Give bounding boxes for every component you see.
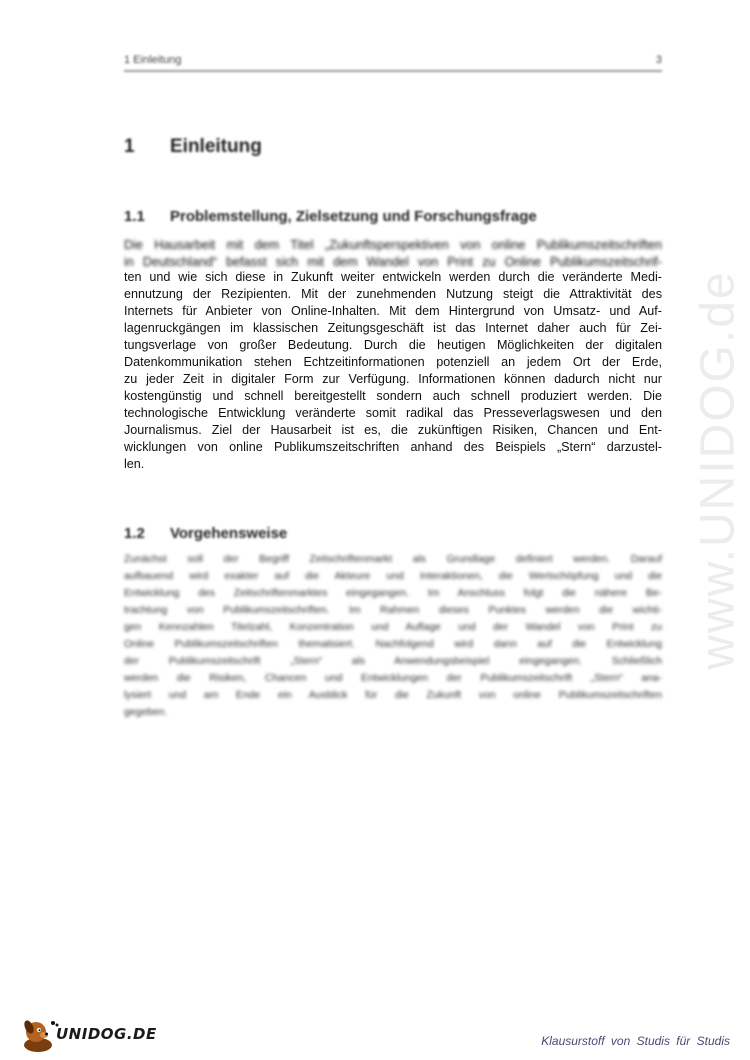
section-number: 1.2	[124, 525, 145, 542]
logo-wordmark: UNIDOG.DE	[56, 1025, 157, 1043]
text-line: tungsverlage von großer Bedeutung. Durch die heutigen Möglichkeiten der digitalen	[124, 338, 662, 352]
chapter-title: Einleitung	[170, 136, 262, 157]
text-line: Zunächst soll der Begriff Zeitschriftenmarkt als Grundlage definiert werden. Darauf	[124, 554, 662, 565]
page-number: 3	[655, 54, 662, 66]
section-title: Problemstellung, Zielsetzung und Forschungsfrage	[170, 208, 537, 225]
text-line: technologische Entwicklung veränderte somit radikal das Presseverlagswesen und den	[124, 406, 662, 420]
text-line: in Deutschland“ befasst sich mit dem Wandel von Print zu Online Publikumszeitschrif-	[124, 255, 662, 269]
footer-tagline: Klausurstoff von Studis für Studis	[541, 1034, 730, 1048]
watermark: www.UNIDOG.de	[691, 270, 745, 670]
paragraph-approach	[124, 551, 662, 721]
text-line: trachtung von Publikumszeitschriften. Im Rahmen dieses Punktes werden die wichti-	[124, 605, 662, 616]
text-line: Online Publikumszeitschriften thematisiert. Nachfolgend wird dann auf die Entwicklung	[124, 639, 662, 650]
unidog-logo[interactable]	[20, 1015, 160, 1055]
text-line: der Publikumszeitschrift „Stern“ als Anwendungsbeispiel eingegangen. Schließlich	[124, 656, 662, 667]
running-header	[124, 52, 662, 72]
chapter-heading	[124, 136, 262, 158]
text-line: werden die Risiken, Chancen und Entwicklungen der Publikumszeitschrift „Stern“ ana-	[124, 673, 662, 684]
text-line: ennutzung der Rezipienten. Mit der zunehmenden Nutzung steigt die Attraktivität des	[124, 287, 662, 301]
text-line: Die Hausarbeit mit dem Titel „Zukunftsperspektiven von online Publikumszeitschriften	[124, 238, 662, 252]
text-line: lagenruckgängen im klassischen Zeitungsgeschäft ist das Internet daher auch für Zei-	[124, 321, 662, 335]
text-line: ten und wie sich diese in Zukunft weiter entwickeln werden durch die veränderte Medi-	[124, 270, 662, 284]
text-line: Entwicklung des Zeitschriftenmarktes eingegangen. Im Anschluss folgt die nähere Be-	[124, 588, 662, 599]
text-line: zu jeder Zeit in digitaler Form zur Verfügung. Informationen können dadurch nicht nur	[124, 372, 662, 386]
dog-mascot-icon	[20, 1015, 60, 1055]
text-line: Datenkommunikation stehen Echtzeitinformationen potenziell an jedem Ort der Erde,	[124, 355, 662, 369]
running-header-title: 1 Einleitung	[124, 54, 182, 66]
chapter-number: 1	[124, 136, 135, 157]
text-line: kostengünstig und schnell bereitgestellt sondern auch schnell produziert werden. Die	[124, 389, 662, 403]
text-line: gegeben.	[124, 707, 168, 718]
section-number: 1.1	[124, 208, 145, 225]
text-line: Journalismus. Ziel der Hausarbeit ist es, die zukünftigen Risiken, Chancen und Ent-	[124, 423, 662, 437]
section-heading-1-1	[124, 208, 537, 225]
text-line: Internets für Anbieter von Online-Inhalten. Mit dem Hintergrund von Umsatz- und Auf-	[124, 304, 662, 318]
text-line: aufbauend wird exakter auf die Akteure und Interaktionen, die Wertschöpfung und die	[124, 571, 662, 582]
text-line: lysiert und am Ende ein Ausblick für die Zukunft von online Publikumszeitschriften	[124, 690, 662, 701]
text-line: wicklungen von online Publikumszeitschriften anhand des Beispiels „Stern“ darzustel-	[124, 440, 662, 454]
paragraph-problem-statement	[124, 269, 662, 473]
section-title: Vorgehensweise	[170, 525, 288, 542]
paragraph-blurred-intro	[124, 237, 662, 271]
text-line: gen Kennzahlen Titelzahl, Konzentration und Auflage und der Wandel von Print zu	[124, 622, 662, 633]
text-line: len.	[124, 457, 145, 471]
section-heading-1-2	[124, 525, 287, 542]
